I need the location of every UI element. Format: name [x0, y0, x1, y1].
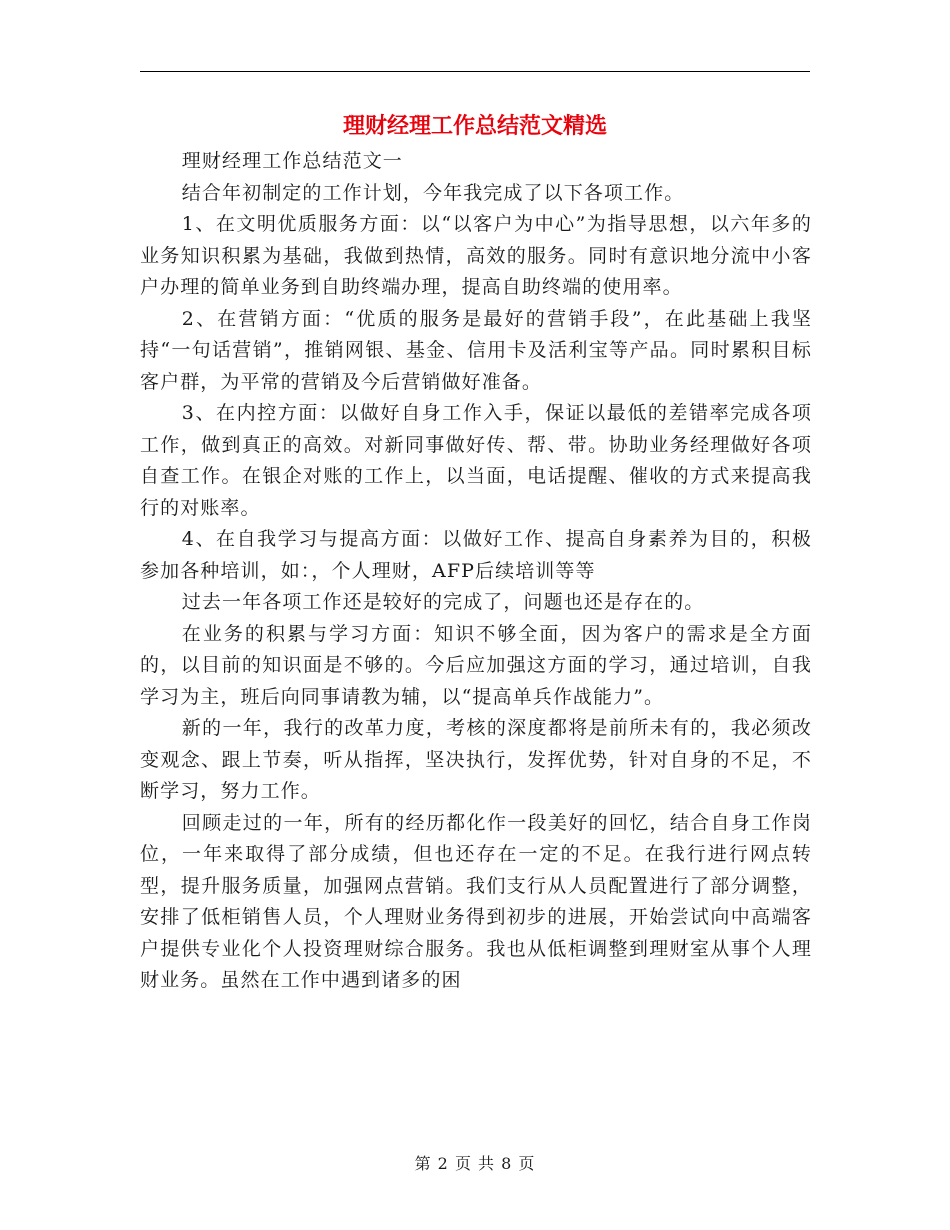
- paragraph-service: 1、在文明优质服务方面：以“以客户为中心”为指导思想，以六年多的业务知识积累为基础，我做到热情，高效的服务。同时有意识地分流中小客户办理的简单业务到自助终端办理，提高自助终端的使用率。: [140, 213, 812, 298]
- paragraph-intro: 结合年初制定的工作计划，今年我完成了以下各项工作。: [181, 181, 685, 204]
- header-rule: [140, 71, 810, 72]
- document-body: [140, 146, 812, 997]
- paragraph-self-learning: 4、在自我学习与提高方面：以做好工作、提高自身素养为目的，积极参加各种培训，如：，个人理财，AFP后续培训等等: [140, 528, 812, 582]
- paragraph-marketing: 2、在营销方面：“优质的服务是最好的营销手段”，在此基础上我坚持“一句话营销”，推销网银、基金、信用卡及活利宝等产品。同时累积目标客户群，为平常的营销及今后营销做好准备。: [140, 307, 812, 393]
- paragraph-knowledge: 在业务的积累与学习方面：知识不够全面，因为客户的需求是全方面的，以目前的知识面是不够的。今后应加强这方面的学习，通过培训，自我学习为主，班后向同事请教为辅，以“提高单兵作战能力”。: [140, 622, 812, 708]
- paragraph-new-year: 新的一年，我行的改革力度，考核的深度都将是前所未有的，我必须改变观念、跟上节奏，听从指挥，坚决执行，发挥优势，针对自身的不足，不断学习，努力工作。: [140, 717, 812, 802]
- page-title: 理财经理工作总结范文精选: [342, 113, 607, 139]
- paragraph-internal-control: 3、在内控方面：以做好自身工作入手，保证以最低的差错率完成各项工作，做到真正的高效。对新同事做好传、帮、带。协助业务经理做好各项自查工作。在银企对账的工作上，以当面，电话提醒、催收的方式来提高我行的对账率。: [140, 402, 812, 519]
- page-number-footer: 第 2 页 共 8 页: [414, 1154, 536, 1173]
- paragraph-review: 回顾走过的一年，所有的经历都化作一段美好的回忆，结合自身工作岗位，一年来取得了部分成绩，但也还存在一定的不足。在我行进行网点转型，提升服务质量，加强网点营销。我们支行从人员配置进行了部分调整，安排了低柜销售人员，个人理财业务得到初步的进展，开始尝试向中高端客户提供专业化个人投资理财综合服务。我也从低柜调整到理财室从事个人理财业务。虽然在工作中遇到诸多的困: [140, 811, 812, 991]
- paragraph-subtitle: 理财经理工作总结范文一: [181, 150, 403, 172]
- paragraph-summary: 过去一年各项工作还是较好的完成了，问题也还是存在的。: [181, 591, 705, 613]
